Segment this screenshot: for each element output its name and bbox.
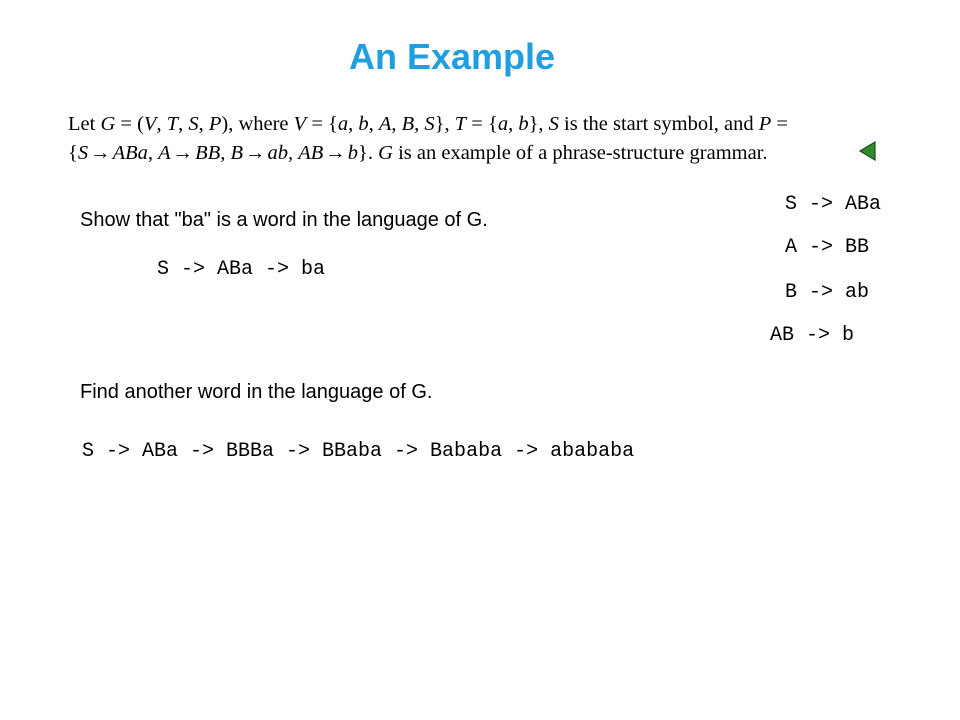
definition-line-2: {S→ABa, A→BB, B→ab, AB→b}. G is an example of a phrase-structure grammar. <box>68 142 768 164</box>
rule-3: B -> ab <box>785 281 870 304</box>
definition-line-1: Let G = (V, T, S, P), where V = {a, b, A, B, S}, T = {a, b}, S is the start symbol, and P = <box>68 113 788 135</box>
rule-4: AB -> b <box>770 324 855 347</box>
derivation-2: S -> ABa -> BBBa -> BBaba -> Bababa -> abababa <box>82 440 635 463</box>
rule-1: S -> ABa <box>785 193 882 216</box>
question-1: Show that "ba" is a word in the language of G. <box>80 209 488 231</box>
derivation-1: S -> ABa -> ba <box>157 258 326 281</box>
speaker-icon[interactable] <box>858 141 878 161</box>
rule-2: A -> BB <box>785 236 870 259</box>
slide-title: An Example <box>348 36 556 77</box>
question-2: Find another word in the language of G. <box>80 381 433 403</box>
grammar-definition <box>68 110 888 168</box>
